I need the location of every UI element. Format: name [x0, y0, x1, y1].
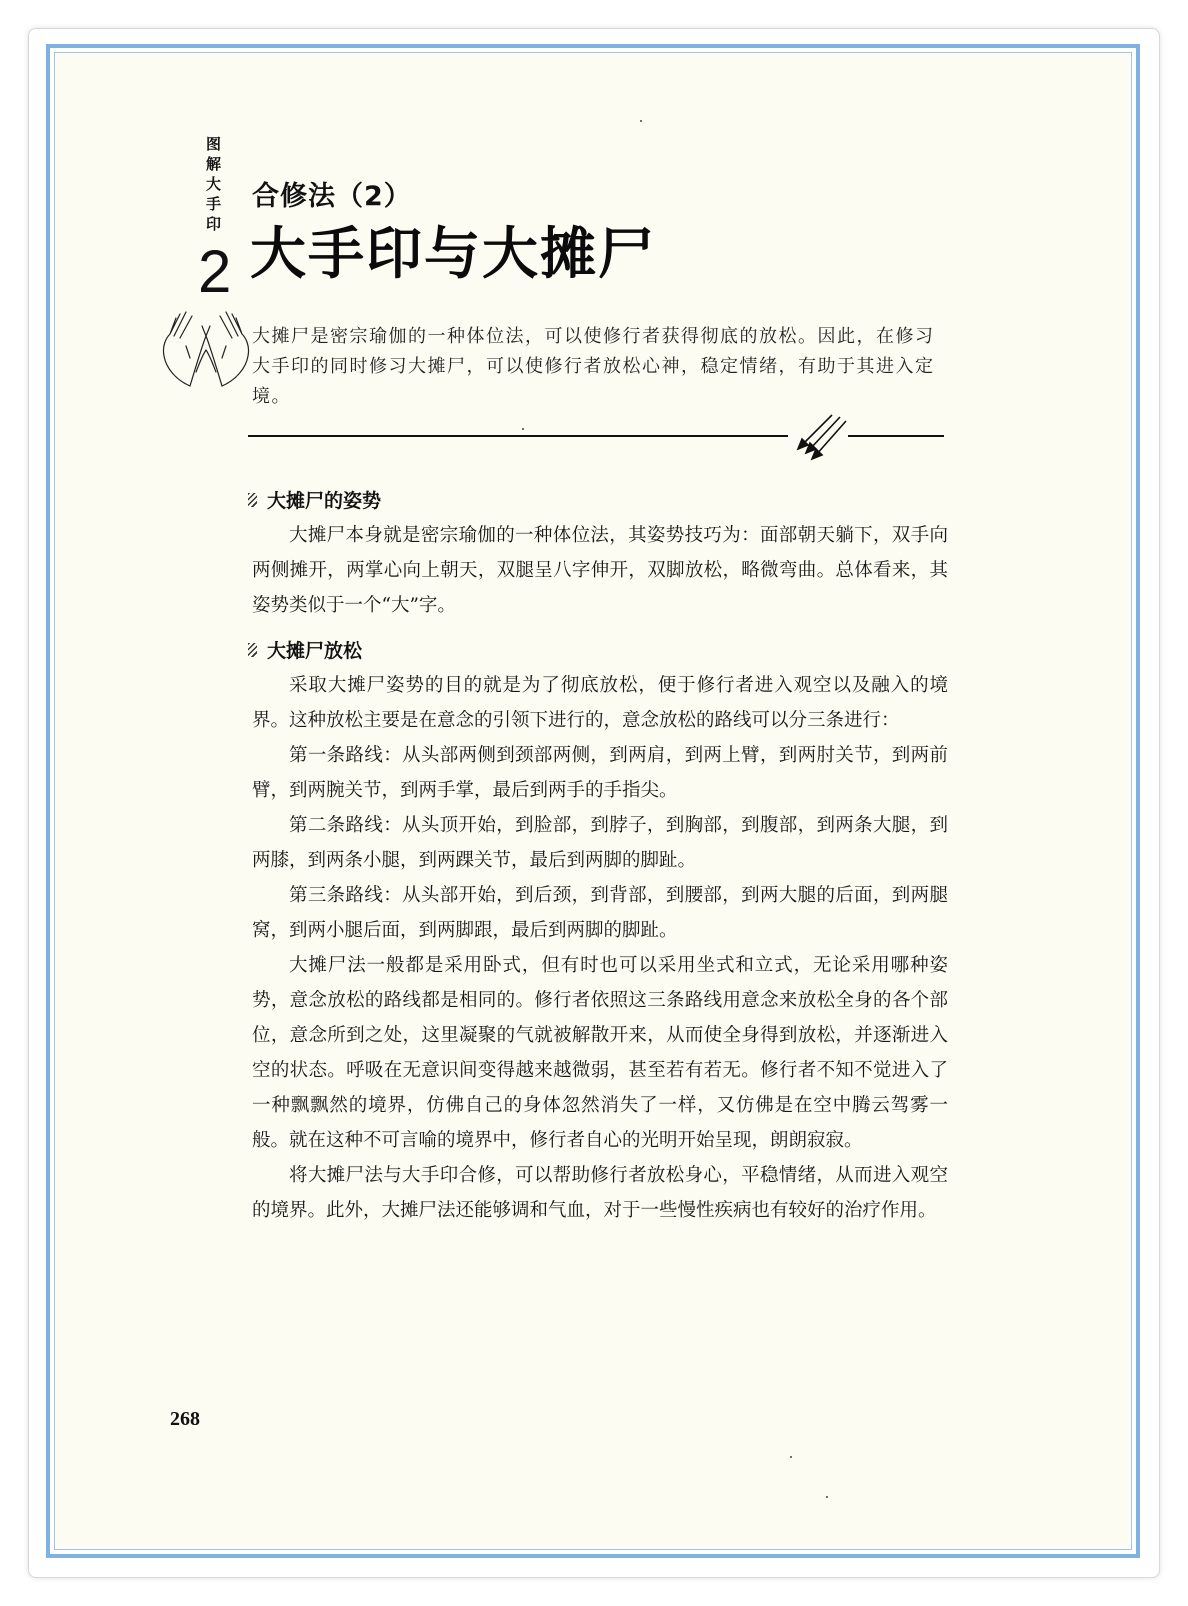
section-body-posture: [252, 518, 948, 623]
section-heading-relax: [248, 636, 362, 663]
divider-line-right: [848, 435, 944, 437]
paragraph: 大摊尸本身就是密宗瑜伽的一种体位法，其姿势技巧为：面部朝天躺下，双手向两侧摊开，两掌心向上朝天，双腿呈八字伸开，双脚放松，略微弯曲。总体看来，其姿势类似于一个“大”字。: [252, 525, 948, 616]
section-heading-text: 大摊尸放松: [267, 640, 363, 662]
section-heading-posture: [248, 486, 381, 513]
arrows-icon: [792, 411, 848, 461]
section-marker-icon: [248, 643, 257, 657]
chapter-number: 2: [198, 238, 232, 305]
print-speck: [790, 1456, 792, 1458]
print-speck: [522, 428, 524, 430]
book-page: [56, 54, 1130, 1548]
praying-hands-icon: [156, 306, 256, 396]
paragraph: 将大摊尸法与大手印合修，可以帮助修行者放松身心，平稳情绪，从而进入观空的境界。此外，大摊尸法还能够调和气血，对于一些慢性疾病也有较好的治疗作用。: [252, 1165, 948, 1221]
print-speck: [640, 120, 642, 122]
paragraph: 第二条路线：从头顶开始，到脸部，到脖子，到胸部，到腹部，到两条大腿，到两膝，到两条小腿，到两踝关节，最后到两脚的脚趾。: [252, 815, 948, 871]
paragraph: 第一条路线：从头部两侧到颈部两侧，到两肩，到两上臂，到两肘关节，到两前臂，到两腕关节，到两手掌，最后到两手的手指尖。: [252, 745, 948, 801]
book-title-vertical: 图解大手印: [206, 135, 222, 233]
section-marker-icon: [248, 493, 257, 507]
intro-paragraph: 大摊尸是密宗瑜伽的一种体位法，可以使修行者获得彻底的放松。因此，在修习大手印的同时修习大摊尸，可以使修行者放松心神，稳定情绪，有助于其进入定境。: [252, 326, 935, 407]
paragraph: 第三条路线：从头部开始，到后颈，到背部，到腰部，到两大腿的后面，到两腿窝，到两小腿后面，到两脚跟，最后到两脚的脚趾。: [252, 885, 948, 941]
divider-line: [248, 435, 788, 437]
print-speck: [826, 1496, 828, 1498]
section-subtitle: 合修法（2）: [252, 181, 412, 212]
paragraph: 大摊尸法一般都是采用卧式，但有时也可以采用坐式和立式，无论采用哪种姿势，意念放松的路线都是相同的。修行者依照这三条路线用意念来放松全身的各个部位，意念所到之处，这里凝聚的气就被解散开来，从而使全身得到放松，并逐渐进入空的状态。呼吸在无意识间变得越来越微弱，甚至若有若无。修行者不知不觉进入了一种飘飘然的境界，仿佛自己的身体忽然消失了一样，又仿佛是在空中腾云驾雾一般。就在这种不可言喻的境界中，修行者自心的光明开始呈现，朗朗寂寂。: [252, 955, 948, 1151]
paragraph: 采取大摊尸姿势的目的就是为了彻底放松，便于修行者进入观空以及融入的境界。这种放松主要是在意念的引领下进行的，意念放松的路线可以分三条进行：: [252, 675, 948, 731]
page-number: 268: [170, 1408, 200, 1430]
section-body-relax: [252, 668, 948, 1228]
page-title: 大手印与大摊尸: [250, 222, 656, 287]
section-heading-text: 大摊尸的姿势: [267, 490, 382, 512]
